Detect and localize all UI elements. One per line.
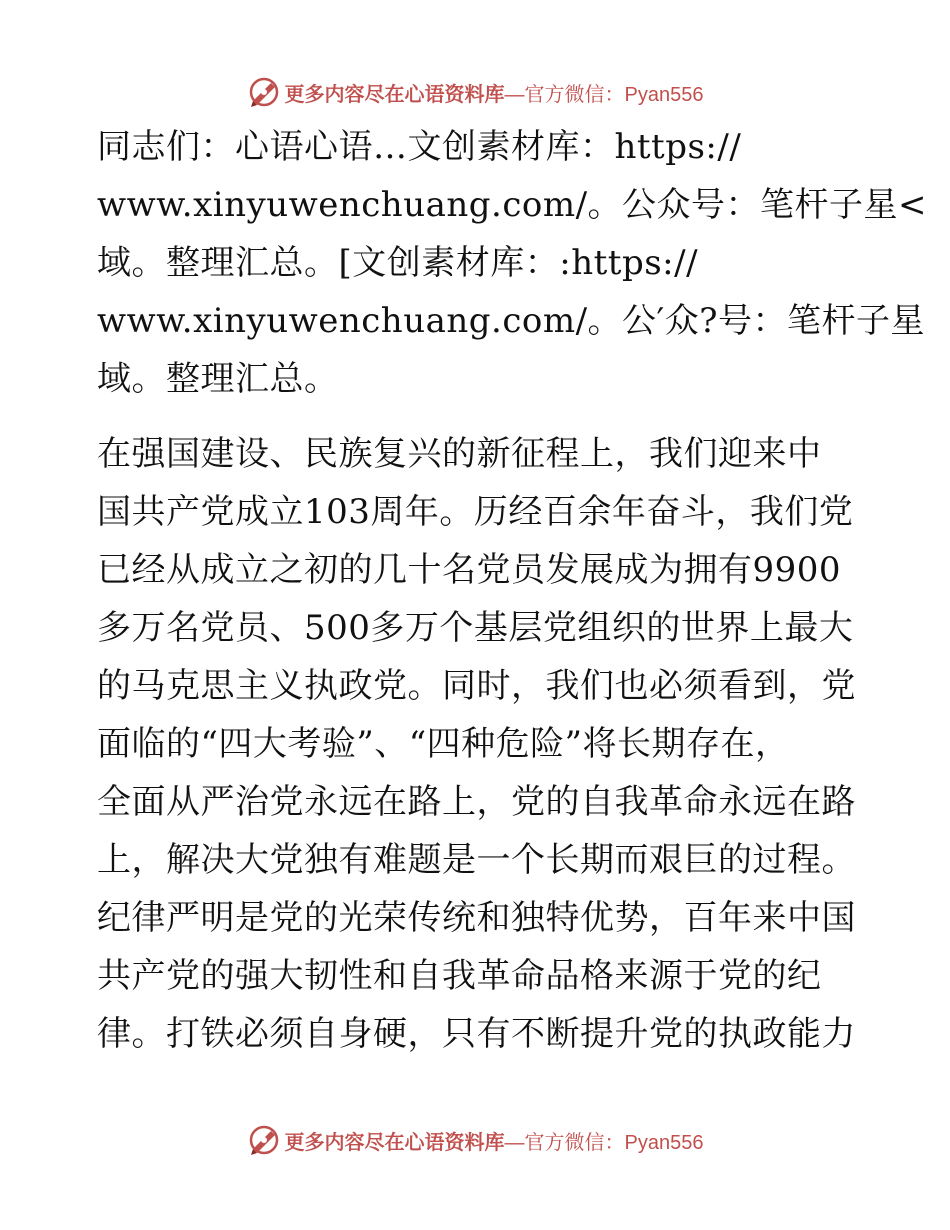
intro-paragraph bbox=[97, 118, 928, 408]
pen-logo-icon bbox=[247, 75, 281, 109]
header-banner bbox=[0, 72, 950, 112]
text-line: 域。整理汇总。[文创素材库：:https:// bbox=[97, 243, 699, 283]
footer-banner bbox=[0, 1120, 950, 1160]
body-paragraph bbox=[97, 425, 857, 1063]
pen-logo-icon bbox=[247, 1123, 281, 1157]
text-line: 律。打铁必须自身硬，只有不断提升党的执政能力 bbox=[97, 1014, 856, 1054]
footer-banner-wechat: —官方微信：Pyan556 bbox=[504, 1131, 704, 1154]
text-line: 的马克思主义执政党。同时，我们也必须看到，党 bbox=[97, 666, 856, 706]
text-line: 多万名党员、500多万个基层党组织的世界上最大 bbox=[97, 608, 854, 648]
text-line: 国共产党成立103周年。历经百余年奋斗，我们党 bbox=[97, 492, 854, 532]
text-line: 同志们：心语心语…文创素材库：https:// bbox=[97, 127, 742, 167]
header-banner-wechat: —官方微信：Pyan556 bbox=[504, 83, 704, 106]
text-line: 在强国建设、民族复兴的新征程上，我们迎来中 bbox=[97, 434, 822, 474]
text-line: 全面从严治党永远在路上，党的自我革命永远在路 bbox=[97, 782, 856, 822]
header-banner-text: 更多内容尽在心语资料库 bbox=[284, 81, 505, 106]
text-line: 域。整理汇总。 bbox=[97, 359, 339, 399]
text-line: 已经从成立之初的几十名党员发展成为拥有9900 bbox=[97, 550, 842, 590]
text-line: 上，解决大党独有难题是一个长期而艰巨的过程。 bbox=[97, 840, 856, 880]
text-line: 共产党的强大韧性和自我革命品格来源于党的纪 bbox=[97, 956, 822, 996]
text-line: 纪律严明是党的光荣传统和独特优势，百年来中国 bbox=[97, 898, 856, 938]
text-line: 面临的“四大考验”、“四种危险”将长期存在， bbox=[97, 724, 790, 764]
text-line: www.xinyuwenchuang.com/。公′众?号：笔杆子星 bbox=[97, 301, 925, 341]
footer-banner-text: 更多内容尽在心语资料库 bbox=[284, 1129, 505, 1154]
text-line: www.xinyuwenchuang.com/。公众号：笔杆子星< bbox=[97, 185, 928, 225]
